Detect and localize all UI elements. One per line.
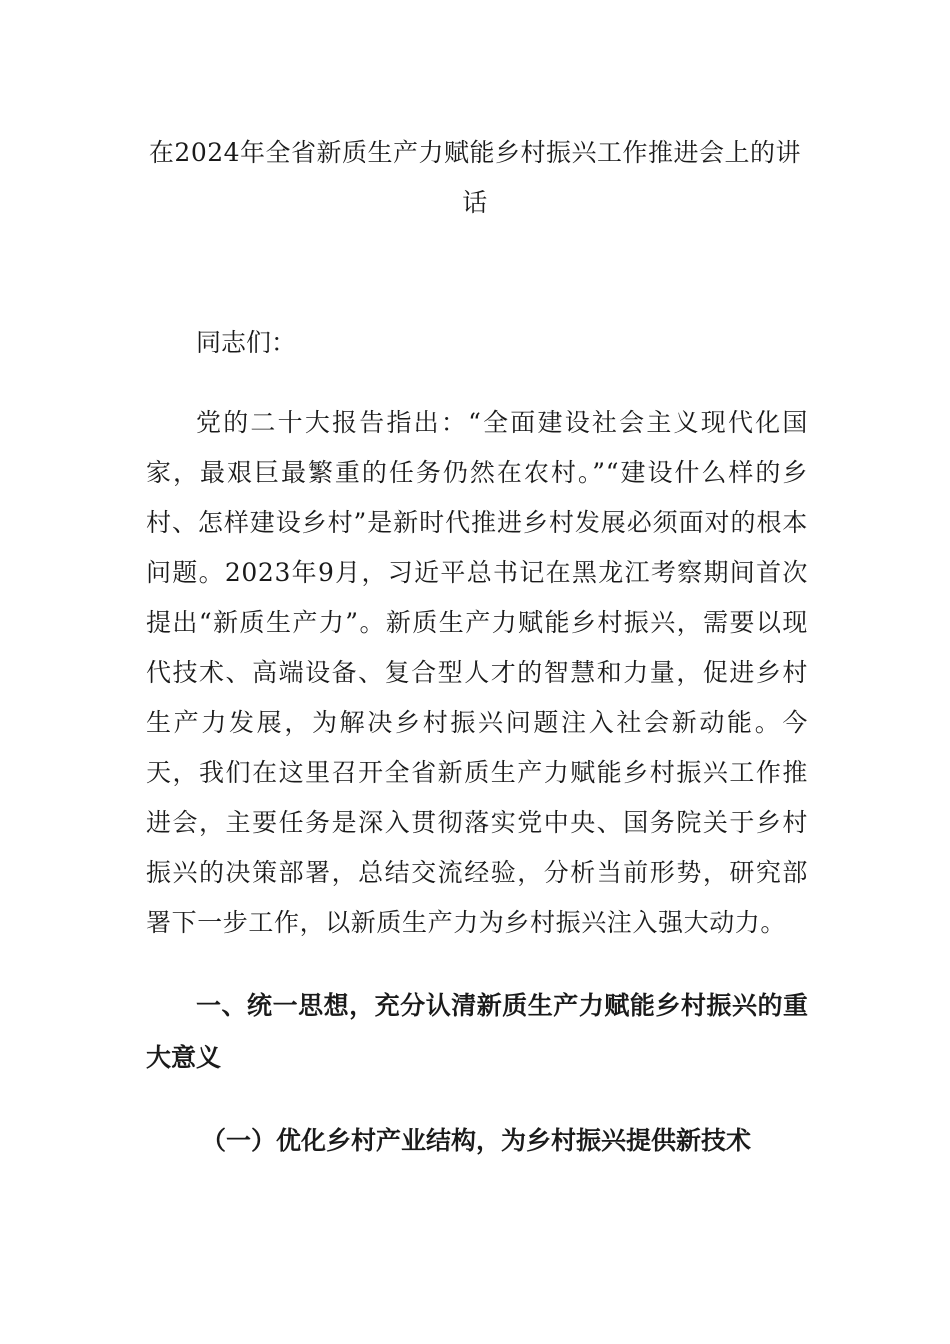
subsection-heading: （一）优化乡村产业结构，为乡村振兴提供新技术 [201, 1126, 752, 1155]
body-paragraph: 党的二十大报告指出：“全面建设社会主义现代化国家，最艰巨最繁重的任务仍然在农村。”“建设什么样的乡村、怎样建设乡村”是新时代推进乡村发展必须面对的根本问题。2023年9月，习近平总书记在黑龙江考察期间首次提出“新质生产力”。新质生产力赋能乡村振兴，需要以现代技术、高端设备、复合型人才的智慧和力量，促进乡村生产力发展，为解决乡村振兴问题注入社会新动能。今天，我们在这里召开全省新质生产力赋能乡村振兴工作推进会，主要任务是深入贯彻落实党中央、国务院关于乡村振兴的决策部署，总结交流经验，分析当前形势，研究部署下一步工作，以新质生产力为乡村振兴注入强大动力。 [146, 408, 808, 937]
section-heading: 一、统一思想，充分认清新质生产力赋能乡村振兴的重大意义 [146, 991, 808, 1072]
salutation: 同志们： [196, 328, 297, 357]
document-title: 在2024年全省新质生产力赋能乡村振兴工作推进会上的讲话 [148, 138, 802, 217]
